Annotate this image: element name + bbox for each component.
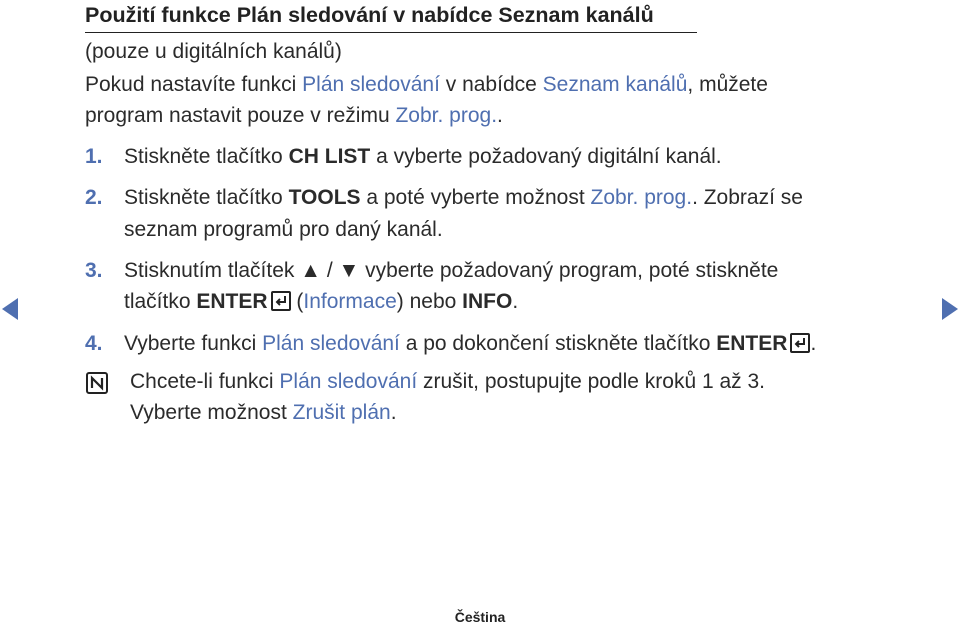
step-text: Stiskněte tlačítko <box>124 186 289 209</box>
option-name: Zrušit plán <box>292 401 391 424</box>
step-text: . <box>512 290 519 313</box>
step-number: 1. <box>85 145 103 168</box>
step-2-text <box>124 184 803 212</box>
footer-language: Čeština <box>454 609 506 625</box>
note-line-2 <box>130 399 397 427</box>
intro-text: program nastavit pouze v režimu <box>85 104 396 127</box>
step-text: Vyberte funkci <box>124 332 263 355</box>
note-text: Chcete-li funkci <box>130 370 280 393</box>
note-text: . <box>390 401 397 424</box>
step-text: Stiskněte tlačítko <box>124 145 289 168</box>
option-name: Plán sledování <box>262 332 400 355</box>
button-name: ENTER <box>716 332 788 355</box>
button-name: CH LIST <box>288 145 371 168</box>
intro-text: v nabídce <box>439 73 543 96</box>
intro-text: . <box>497 104 503 127</box>
intro-line-2 <box>85 102 503 130</box>
page-title: Použití funkce Plán sledování v nabídce Seznam kanálů <box>85 3 654 27</box>
step-text: . Zobrazí se <box>692 186 803 209</box>
triangle-right-icon <box>940 297 960 321</box>
next-page-button[interactable] <box>940 297 960 326</box>
step-text: tlačítko <box>124 290 197 313</box>
step-text: a poté vyberte možnost <box>360 186 591 209</box>
step-text: a vyberte požadovaný digitální kanál. <box>370 145 722 168</box>
step-1-text <box>124 143 722 171</box>
note-text: zrušit, postupujte podle kroků 1 až 3. <box>417 370 766 393</box>
step-text: a po dokončení stiskněte tlačítko <box>399 332 717 355</box>
note-text: Vyberte možnost <box>130 401 293 424</box>
step-3-text: Stisknutím tlačítek ▲ / ▼ vyberte požadovaný program, poté stiskněte <box>124 259 779 282</box>
intro-text: , můžete <box>687 73 768 96</box>
intro-link-guide: Zobr. prog. <box>395 104 498 127</box>
step-4-text <box>124 330 816 358</box>
step-number: 3. <box>85 259 103 282</box>
step-text: ( <box>290 290 304 313</box>
option-name: Plán sledování <box>279 370 418 393</box>
intro-line-1 <box>85 71 768 99</box>
subtitle: (pouze u digitálních kanálů) <box>85 40 342 63</box>
previous-page-button[interactable] <box>0 297 20 326</box>
note-icon <box>86 372 108 394</box>
step-text: . <box>810 332 817 355</box>
triangle-left-icon <box>0 297 20 321</box>
step-3-text-cont <box>124 288 518 316</box>
step-2-text-cont: seznam programů pro daný kanál. <box>124 218 443 241</box>
button-name: ENTER <box>196 290 268 313</box>
enter-key-icon <box>271 291 291 311</box>
step-text: ) nebo <box>396 290 463 313</box>
section-heading <box>85 0 697 33</box>
step-number: 2. <box>85 186 103 209</box>
option-name: Zobr. prog. <box>590 186 693 209</box>
option-name: Informace <box>303 290 397 313</box>
intro-link-plan: Plán sledování <box>302 73 440 96</box>
step-number: 4. <box>85 332 103 355</box>
intro-link-channels: Seznam kanálů <box>542 73 688 96</box>
button-name: INFO <box>462 290 513 313</box>
intro-text: Pokud nastavíte funkci <box>85 73 303 96</box>
button-name: TOOLS <box>288 186 361 209</box>
enter-key-icon <box>790 333 810 353</box>
note-line-1 <box>130 368 765 396</box>
